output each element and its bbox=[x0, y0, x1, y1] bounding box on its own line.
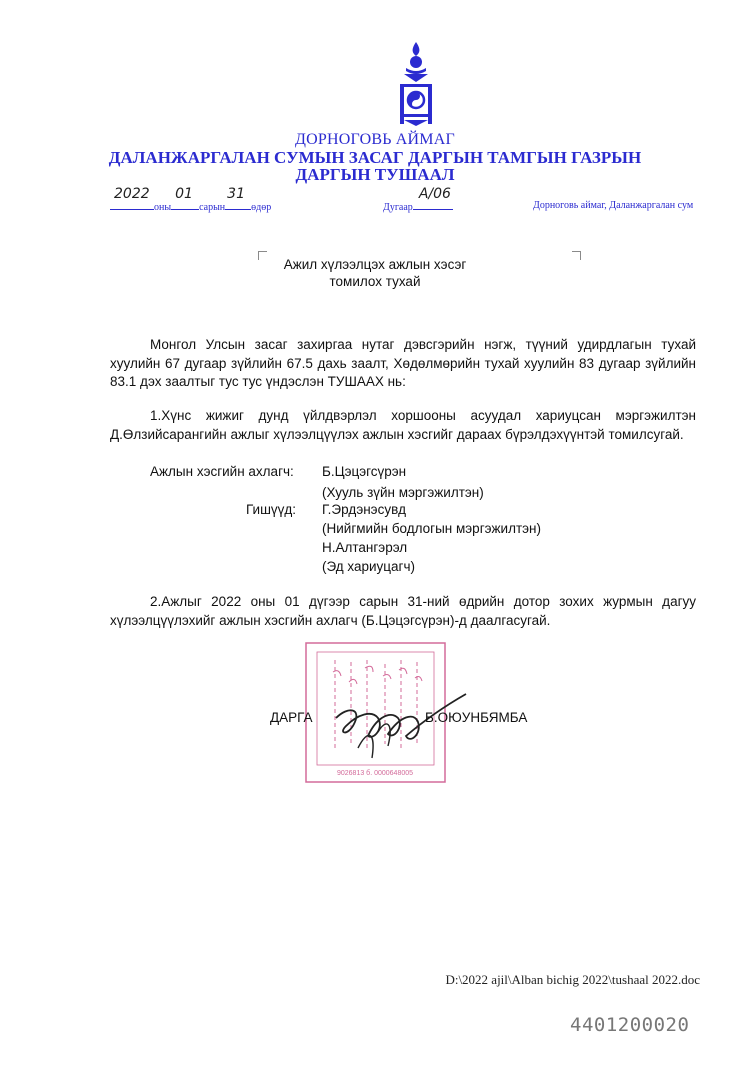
subject-line-2: томилох тухай bbox=[329, 274, 421, 289]
office-title: ДАЛАНЖАРГАЛАН СУМЫН ЗАСАГ ДАРГЫН ТАМГЫН ГАЗРЫН bbox=[108, 148, 642, 167]
signatory-name: Б.ОЮУНБЯМБА bbox=[425, 710, 528, 725]
stamp-code: 9026813 б. 0000648005 bbox=[336, 770, 414, 777]
corner-mark-right bbox=[572, 251, 581, 260]
signatory-title: ДАРГА bbox=[270, 710, 313, 725]
paragraph-item-1: 1.Хүнс жижиг дунд үйлдвэрлэл хоршооны асуудал хариуцсан мэргэжилтэн Д.Өлзийсарангийн ажлыг хүлээлцүүлэх ажлын хэсгийг дараах бүрэлдэхүүнтэй томилсугай. bbox=[110, 408, 696, 442]
head-role: (Хууль зүйн мэргэжилтэн) bbox=[322, 485, 484, 500]
number-label: Дугаар bbox=[383, 202, 413, 213]
number-line bbox=[383, 186, 453, 213]
head-label: Ажлын хэсгийн ахлагч: bbox=[150, 464, 294, 479]
province-title: ДОРНОГОВЬ АЙМАГ bbox=[295, 131, 455, 148]
date-day: 31 bbox=[227, 186, 245, 202]
document-serial-number: 4401200020 bbox=[570, 1014, 690, 1036]
decree-number: A/06 bbox=[418, 186, 451, 202]
subject-line-1: Ажил хүлээлцэх ажлын хэсэг bbox=[283, 257, 467, 272]
date-year: 2022 bbox=[114, 186, 150, 202]
subject bbox=[240, 256, 510, 290]
month-label: сарын bbox=[199, 202, 226, 213]
date-month: 01 bbox=[175, 186, 193, 202]
day-label: өдөр bbox=[251, 202, 272, 213]
soyombo-emblem-icon bbox=[390, 40, 442, 128]
member-label: Гишүүд: bbox=[246, 502, 297, 517]
member2-role: (Эд хариуцагч) bbox=[322, 559, 415, 574]
member1-role: (Нийгмийн бодлогын мэргэжилтэн) bbox=[322, 521, 541, 536]
member1-name: Г.Эрдэнэсувд bbox=[322, 502, 406, 517]
document-type-title: ДАРГЫН ТУШААЛ bbox=[295, 165, 455, 184]
location: Дорноговь аймаг, Даланжаргалан сум bbox=[533, 200, 694, 211]
head-name: Б.Цэцэгсүрэн bbox=[322, 464, 407, 479]
signature-scribble bbox=[328, 688, 468, 768]
year-label: оны bbox=[154, 202, 172, 213]
paragraph-item-2: 2.Ажлыг 2022 оны 01 дүгээр сарын 31-ний өдрийн дотор зохих журмын дагуу хүлээлцүүлэхийг ажлын хэсгийн ахлагч (Б.Цэцэгсүрэн)-д даалгасугай. bbox=[110, 594, 696, 628]
paragraph-preamble: Монгол Улсын засаг захиргаа нутаг дэвсгэрийн нэгж, түүний удирдлагын тухай хуулийн 67 дугаар зүйлийн 67.5 дахь заалт, Хөдөлмөрийн тухай хуулийн 83 дугаар зүйлийн 83.1 дэх заалтыг тус тус үндэслэн ТУШААХ нь: bbox=[110, 337, 696, 389]
date-line bbox=[110, 186, 272, 213]
member2-name: Н.Алтангэрэл bbox=[322, 540, 408, 555]
file-path: D:\2022 ajil\Alban bichig 2022\tushaal 2022.doc bbox=[445, 972, 700, 987]
